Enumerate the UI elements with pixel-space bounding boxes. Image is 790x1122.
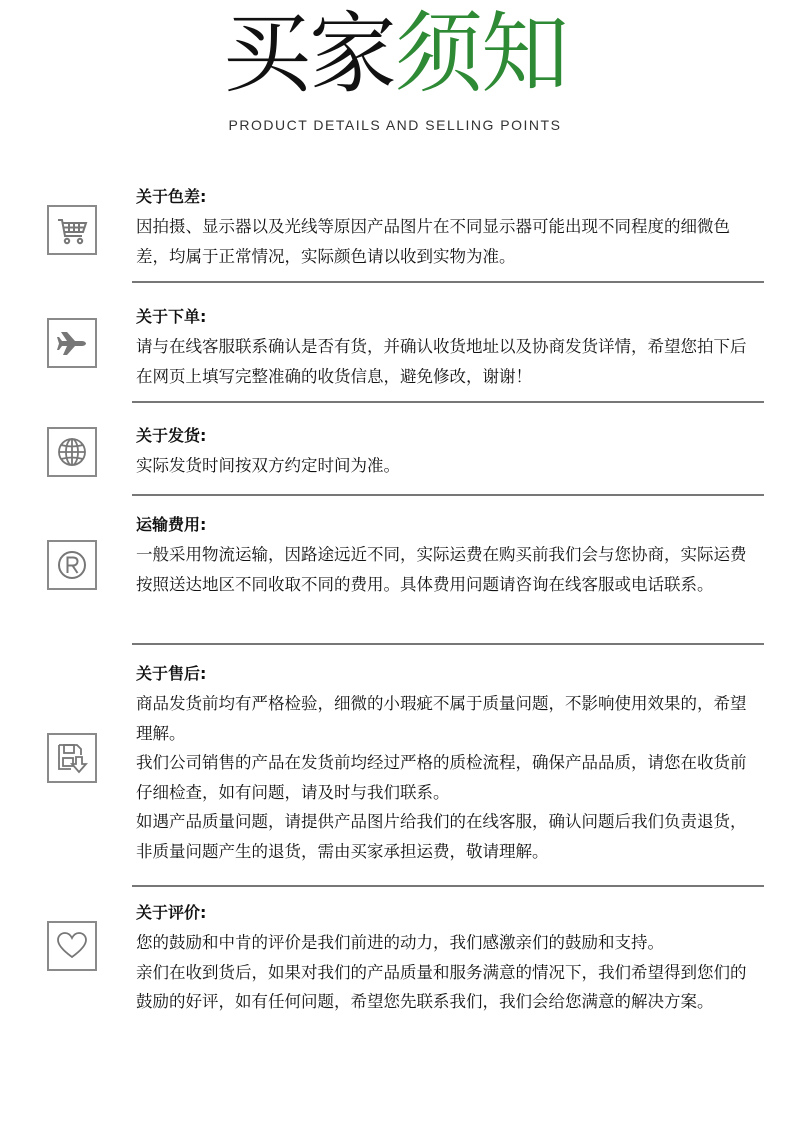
divider [132,643,764,645]
section-text [136,421,752,481]
section-title: 运输费用: [136,515,207,534]
section-paragraph: 请与在线客服联系确认是否有货，并确认收货地址以及协商发货详情，希望您拍下后在网页上填写完整准确的收货信息，避免修改，谢谢！ [136,337,747,386]
section-text [136,182,752,271]
section-paragraph: 亲们在收到货后，如果对我们的产品质量和服务满意的情况下，我们希望得到您们的鼓励的好评，如有任何问题，希望您先联系我们，我们会给您满意的解决方案。 [136,962,747,1011]
page-subtitle: PRODUCT DETAILS AND SELLING POINTS [228,117,562,133]
divider [132,401,764,403]
section-paragraph: 如遇产品质量问题，请提供产品图片给我们的在线客服，确认问题后我们负责退货，非质量问题产生的退货，需由买家承担运费，敬请理解。 [136,812,747,861]
section-title: 关于色差: [136,187,207,206]
section-text [136,510,752,599]
section-paragraph: 一般采用物流运输，因路途远近不同，实际运费在购买前我们会与您协商，实际运费按照送达地区不同收取不同的费用。具体费用问题请咨询在线客服或电话联系。 [136,545,747,594]
section-title: 关于下单: [136,307,207,326]
page-title-black: 买家 [222,2,395,105]
heart-icon [47,921,97,971]
section-paragraph: 我们公司销售的产品在发货前均经过严格的质检流程，确保产品品质，请您在收货前仔细检查，如有问题，请及时与我们联系。 [136,753,747,802]
section-title: 关于售后: [136,664,207,683]
section-title: 关于发货: [136,426,207,445]
divider [132,885,764,887]
section-paragraph: 商品发货前均有严格检验，细微的小瑕疵不属于质量问题，不影响使用效果的，希望理解。 [136,694,747,743]
page-title-green: 须知 [395,2,568,105]
shopping-cart-icon [47,205,97,255]
airplane-icon [47,318,97,368]
section-text [136,659,752,866]
section-paragraph: 实际发货时间按双方约定时间为准。 [136,456,400,475]
section-paragraph: 您的鼓励和中肯的评价是我们前进的动力，我们感激亲们的鼓励和支持。 [136,933,664,952]
save-download-icon [47,733,97,783]
page-header [0,0,790,150]
divider [132,281,764,283]
page-title [0,2,790,105]
section-text [136,302,752,391]
globe-icon [47,427,97,477]
section-paragraph: 因拍摄、显示器以及光线等原因产品图片在不同显示器可能出现不同程度的细微色差，均属于正常情况，实际颜色请以收到实物为准。 [136,217,730,266]
section-title: 关于评价: [136,903,207,922]
registered-icon [47,540,97,590]
section-text [136,898,752,1017]
divider [132,494,764,496]
